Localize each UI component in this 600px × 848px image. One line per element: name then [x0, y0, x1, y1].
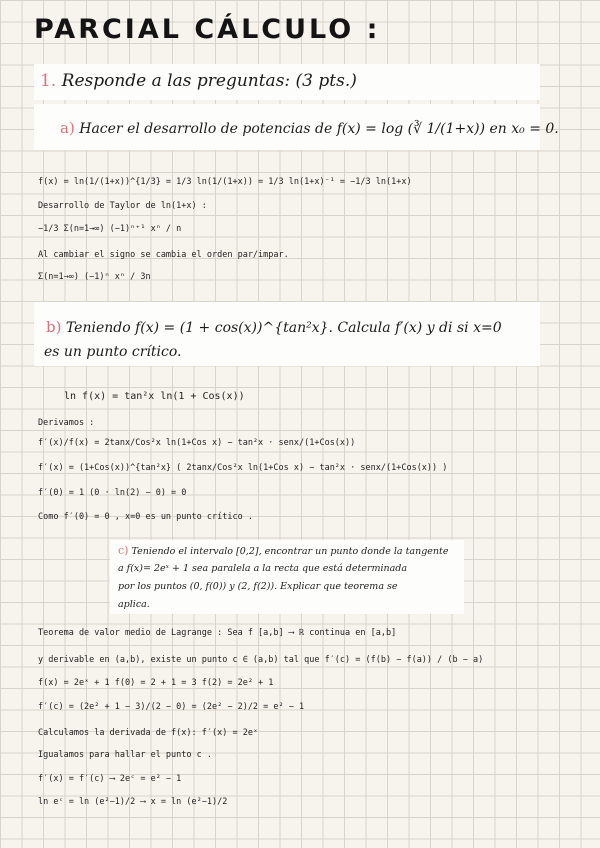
work-b-line-1: ln f(x) = tan²x ln(1 + Cos(x)) — [64, 391, 245, 402]
question-c-line-1 — [118, 542, 448, 561]
question-a-label: a) — [60, 119, 75, 137]
work-a-line-3: −1/3 Σ(n=1→∞) (−1)ⁿ⁺¹ xⁿ / n — [38, 224, 182, 234]
question-b-text-1: Teniendo f(x) = (1 + cos(x))^{tan²x}. Calcula f′(x) y di si x=0 — [65, 320, 502, 336]
work-b-line-5: f′(0) = 1 (0 · ln(2) − 0) = 0 — [38, 488, 187, 498]
question-1-number: 1. — [40, 71, 57, 91]
question-c-text-1: Teniendo el intervalo [0,2], encontrar un punto donde la tangente — [131, 546, 449, 557]
question-b-label: b) — [46, 318, 62, 336]
work-b-line-2: Derivamos : — [38, 418, 95, 428]
question-a-text: Hacer el desarrollo de potencias de f(x) = log (∛ 1/(1+x)) en x₀ = 0. — [79, 121, 559, 137]
question-c-line-3: por los puntos (0, f(0)) y (2, f(2)). Explicar que teorema se — [118, 581, 398, 592]
question-c-line-4: aplica. — [118, 599, 150, 610]
work-b-line-4: f′(x) = (1+Cos(x))^{tan²x} ( 2tanx/Cos²x ln(1+Cos x) − tan²x · senx/(1+Cos(x)) ) — [38, 463, 448, 473]
work-c-line-1: Teorema de valor medio de Lagrange : Sea f [a,b] ⟶ ℝ continua en [a,b] — [38, 628, 397, 638]
work-c-line-8: ln eᶜ = ln (e²−1)/2 ⟶ x = ln (e²−1)/2 — [38, 797, 228, 807]
work-a-line-1: f(x) = ln(1/(1+x))^{1/3} = 1/3 ln(1/(1+x)) = 1/3 ln(1+x)⁻¹ = −1/3 ln(1+x) — [38, 177, 412, 187]
question-c-line-2: a f(x)= 2eˣ + 1 sea paralela a la recta que está determinada — [118, 563, 408, 574]
work-c-line-5: Calculamos la derivada de f(x): f′(x) = 2eˣ — [38, 728, 259, 738]
question-c-label: c) — [118, 544, 129, 557]
page-title: PARCIAL CÁLCULO : — [34, 14, 381, 45]
work-c-line-2: y derivable en (a,b), existe un punto c ∈ (a,b) tal que f′(c) = (f(b) − f(a)) / (b − a) — [38, 655, 484, 665]
question-b-text-2: es un punto crítico. — [44, 344, 182, 360]
work-b-line-6: Como f′(0) = 0 , x=0 es un punto crítico . — [38, 512, 253, 522]
work-a-line-5: Σ(n=1→∞) (−1)ⁿ xⁿ / 3n — [38, 272, 151, 282]
question-1-text: Responde a las preguntas: (3 pts.) — [61, 71, 357, 91]
work-a-line-2: Desarrollo de Taylor de ln(1+x) : — [38, 201, 207, 211]
work-c-line-3: f(x) = 2eˣ + 1 f(0) = 2 + 1 = 3 f(2) = 2e² + 1 — [38, 678, 274, 688]
work-c-line-6: Igualamos para hallar el punto c . — [38, 750, 212, 760]
question-b-line-1 — [46, 318, 502, 336]
work-c-line-4: f′(c) = (2e² + 1 − 3)/(2 − 0) = (2e² − 2)/2 = e² − 1 — [38, 702, 305, 712]
work-c-line-7: f′(x) = f′(c) ⟶ 2eᶜ = e² − 1 — [38, 774, 182, 784]
work-a-line-4: Al cambiar el signo se cambia el orden par/impar. — [38, 250, 289, 260]
question-1-heading — [40, 71, 357, 91]
question-a — [60, 119, 559, 137]
work-b-line-3: f′(x)/f(x) = 2tanx/Cos²x ln(1+Cos x) − tan²x · senx/(1+Cos(x)) — [38, 438, 356, 448]
